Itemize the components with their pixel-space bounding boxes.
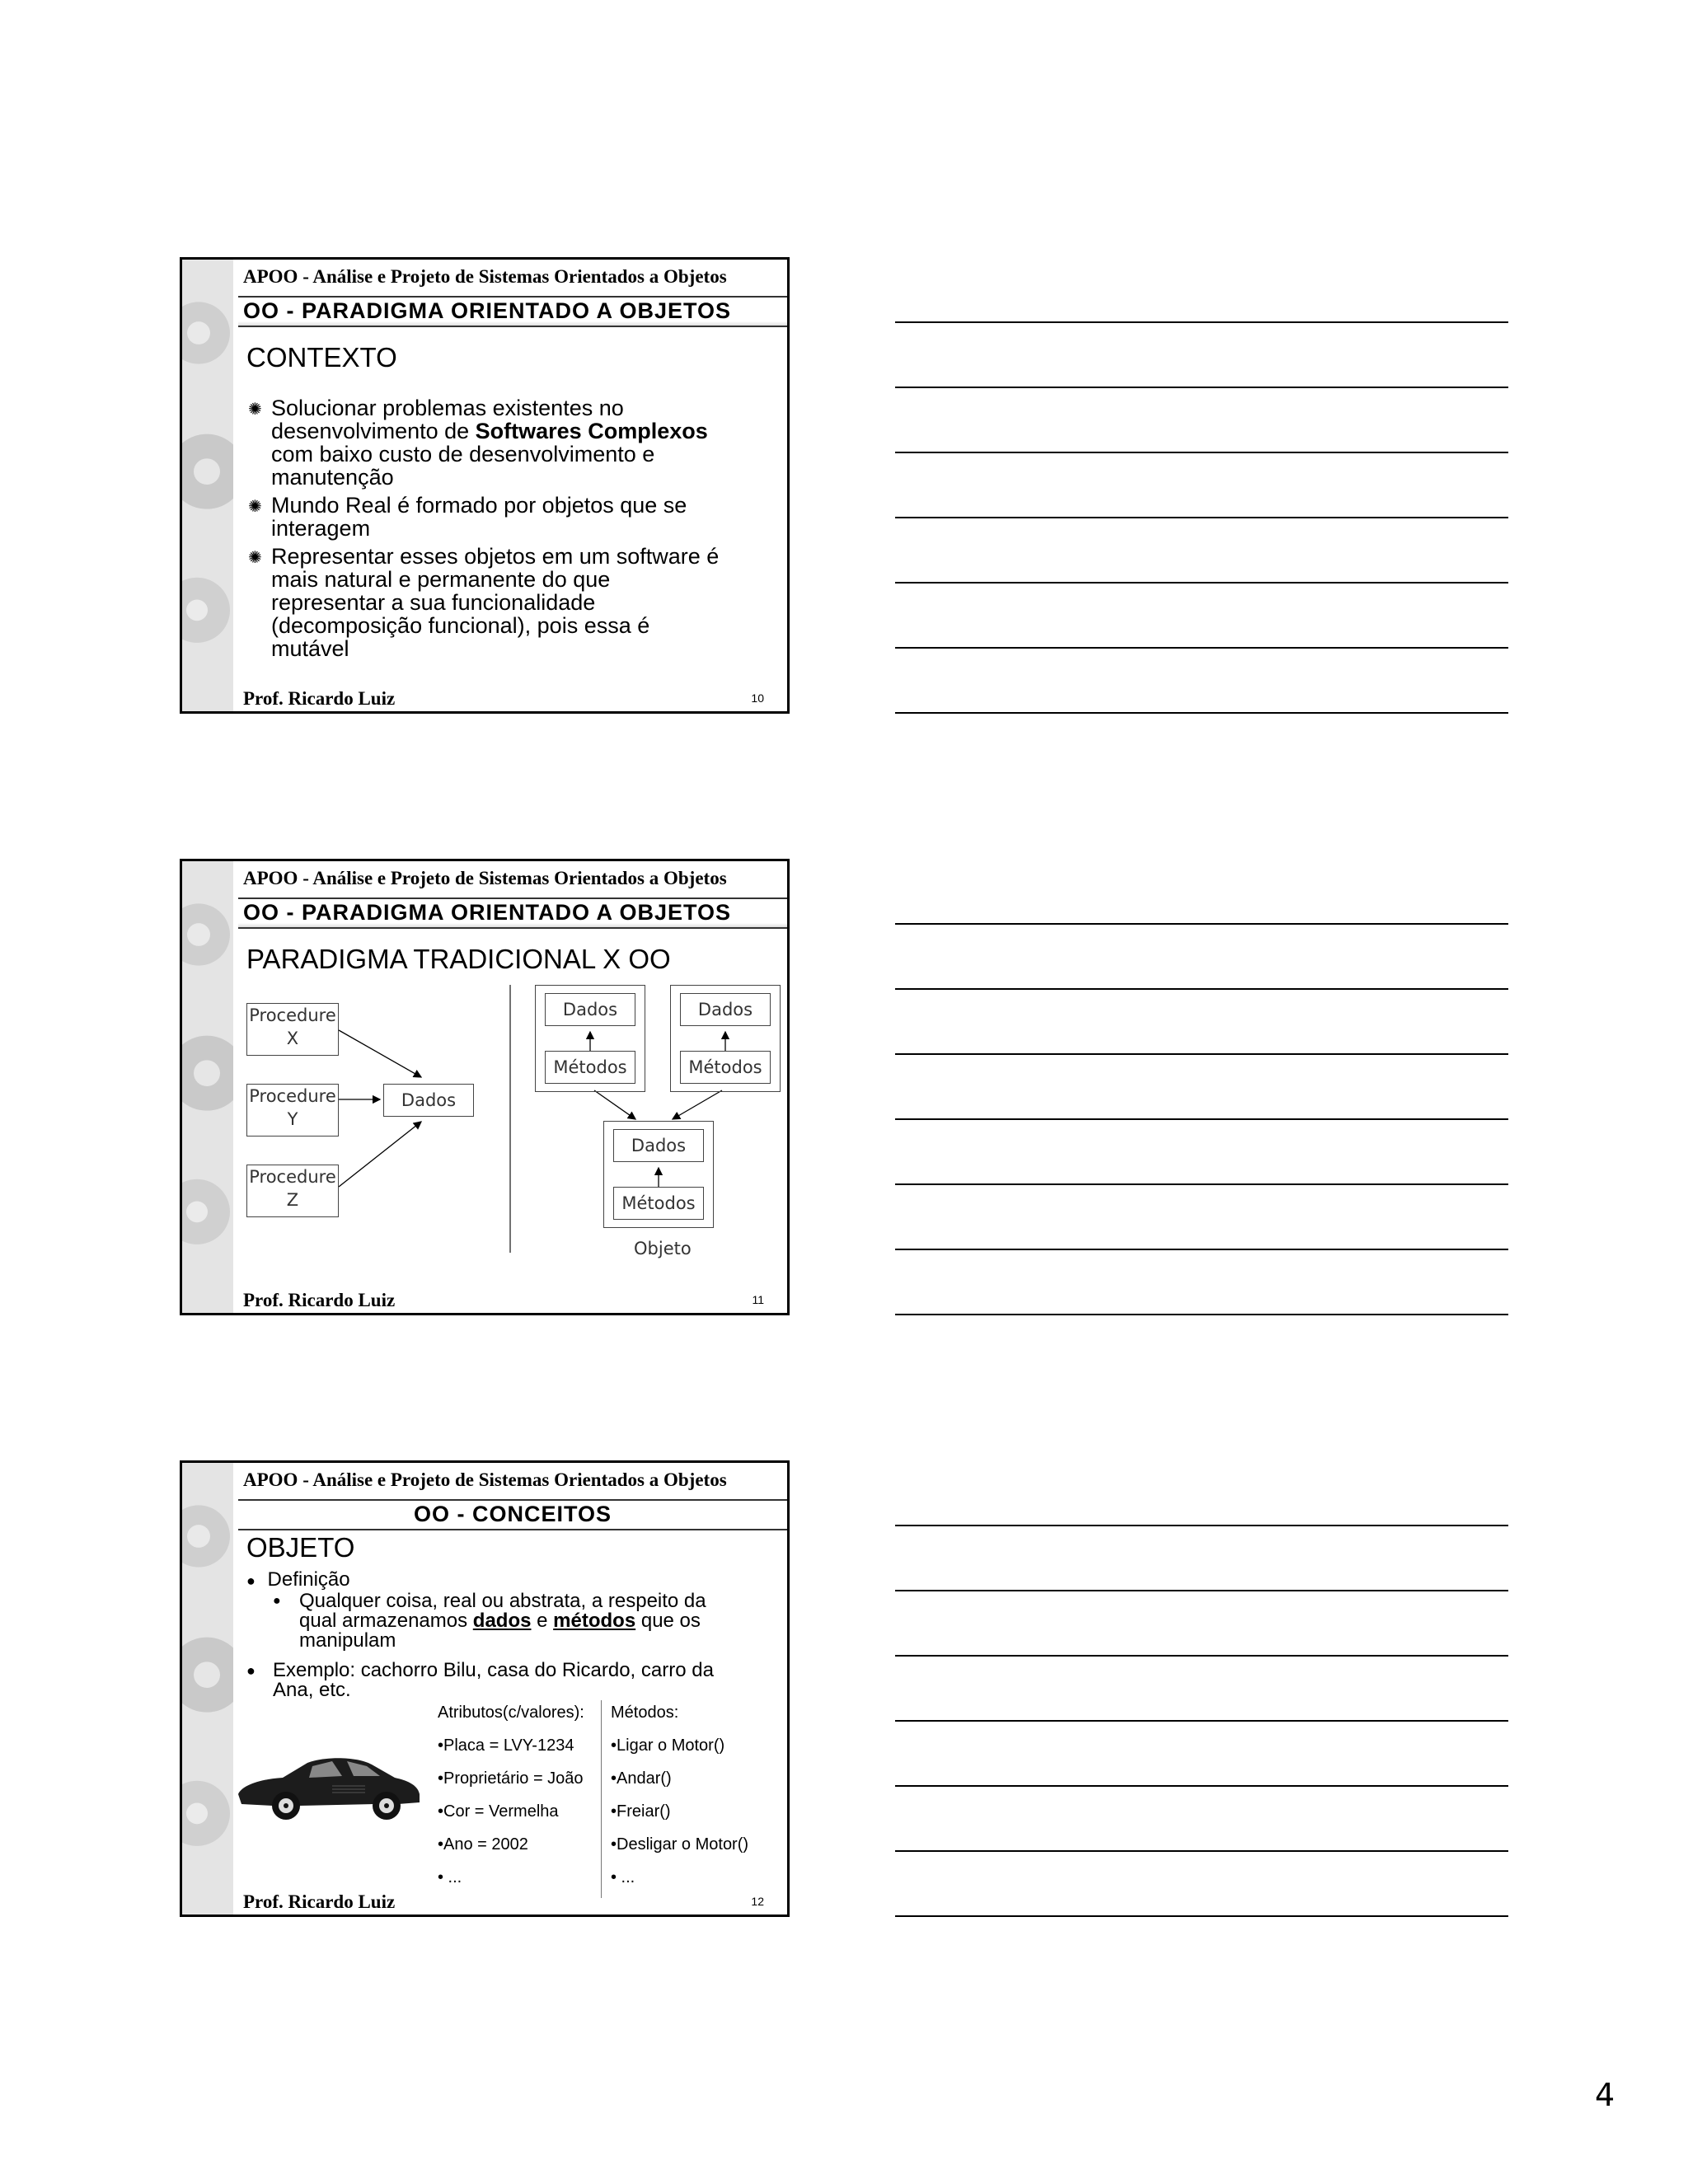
sub-bullet-definicao: ● Qualquer coisa, real ou abstrata, a respeito da qual armazenamos dados e métodos que os manipulam [273,1590,706,1652]
slide-number: 11 [752,1293,764,1306]
note-line [895,1525,1508,1526]
method-item: •Andar() [611,1769,672,1788]
slide-header: APOO - Análise e Projeto de Sistemas Orientados a Objetos [243,868,727,888]
note-line [895,1314,1508,1315]
note-line [895,988,1508,990]
note-line [895,1655,1508,1657]
note-line [895,321,1508,323]
slide-header: APOO - Análise e Projeto de Sistemas Orientados a Objetos [243,266,727,287]
bullet-icon: ● [273,1594,281,1608]
attribute-header: Atributos(c/valores): [438,1704,584,1722]
car-illustration [233,1743,423,1825]
note-line [895,1249,1508,1250]
procedure-x-box: Procedure X [246,1003,339,1056]
methods-column [611,1704,748,1901]
attribute-item: •Cor = Vermelha [438,1802,559,1821]
dados-box: Dados [383,1084,474,1117]
bullet-icon: ● [246,1662,256,1679]
note-line [895,1053,1508,1055]
slide-title: OBJETO [246,1532,355,1563]
attributes-column [438,1704,584,1901]
object2-dados-box: Dados [680,993,771,1026]
note-line [895,452,1508,453]
slide-title: CONTEXTO [246,342,397,373]
attribute-item: • ... [438,1868,462,1886]
procedure-z-box: Procedure Z [246,1165,339,1217]
method-item: •Ligar o Motor() [611,1736,725,1755]
attribute-item: •Placa = LVY-1234 [438,1736,574,1755]
note-line [895,923,1508,925]
gear-decoration-icon [182,260,233,711]
column-divider [601,1700,602,1898]
bullet-definicao: ● Definição [246,1568,350,1591]
slide-band-title: OO - PARADIGMA ORIENTADO A OBJETOS [238,898,787,929]
bullet-icon: ● [246,1572,256,1589]
bullet-exemplo: ● Exemplo: cachorro Bilu, casa do Ricardo, carro da Ana, etc. [246,1659,714,1701]
arrow-obj2-to-obj3 [673,1090,722,1119]
note-line [895,1720,1508,1722]
method-item: • ... [611,1868,635,1886]
slide-10 [180,257,790,714]
note-line [895,517,1508,518]
list-item: ✺ Solucionar problemas existentes no desenvolvimento de Softwares Complexos com baixo custo de desenvolvimento e manutenção [248,396,708,490]
bullet-icon: ✺ [248,498,262,516]
slide-header: APOO - Análise e Projeto de Sistemas Orientados a Objetos [243,1469,727,1490]
page-number: 4 [1595,2077,1615,2113]
attribute-item: •Ano = 2002 [438,1835,528,1854]
note-line [895,1118,1508,1120]
bullet-list [246,396,782,665]
arrow-obj1-to-obj3 [594,1090,635,1119]
method-item: •Freiar() [611,1802,671,1821]
slide-footer: Prof. Ricardo Luiz [243,1290,396,1310]
method-header: Métodos: [611,1704,679,1722]
list-item: ✺ Mundo Real é formado por objetos que se interagem [248,493,687,541]
object1-dados-box: Dados [545,993,635,1026]
object3-metodos-box: Métodos [613,1187,704,1220]
arrow-x-to-dados [339,1030,421,1077]
slide-title: PARADIGMA TRADICIONAL X OO [246,944,671,974]
arrow-z-to-dados [339,1122,421,1187]
slide-footer: Prof. Ricardo Luiz [243,688,396,709]
method-item: •Desligar o Motor() [611,1835,749,1854]
note-line [895,1183,1508,1185]
bullet-icon: ✺ [248,549,262,567]
attribute-item: •Proprietário = João [438,1769,584,1788]
note-line [895,1785,1508,1787]
slide-number: 10 [751,691,764,705]
gear-decoration-icon [182,1463,233,1915]
slide-band-title: OO - PARADIGMA ORIENTADO A OBJETOS [238,296,787,327]
note-line [895,1590,1508,1591]
slide-12 [180,1460,790,1917]
list-item: ✺ Representar esses objetos em um software é mais natural e permanente do que representar a sua funcionalidade (decomposição funcional), pois essa é mutável [248,544,720,661]
object3-dados-box: Dados [613,1129,704,1162]
note-line [895,1850,1508,1852]
objeto-label: Objeto [634,1239,692,1258]
note-line [895,582,1508,583]
note-line [895,1915,1508,1917]
slide-band-title: OO - CONCEITOS [238,1499,787,1530]
slide-number: 12 [751,1895,764,1908]
note-line [895,712,1508,714]
slide-footer: Prof. Ricardo Luiz [243,1891,396,1912]
object2-metodos-box: Métodos [680,1051,771,1084]
bullet-icon: ✺ [248,401,262,419]
slide-11 [180,859,790,1315]
procedure-y-box: Procedure Y [246,1084,339,1137]
object1-metodos-box: Métodos [545,1051,635,1084]
note-line [895,647,1508,649]
note-line [895,387,1508,388]
